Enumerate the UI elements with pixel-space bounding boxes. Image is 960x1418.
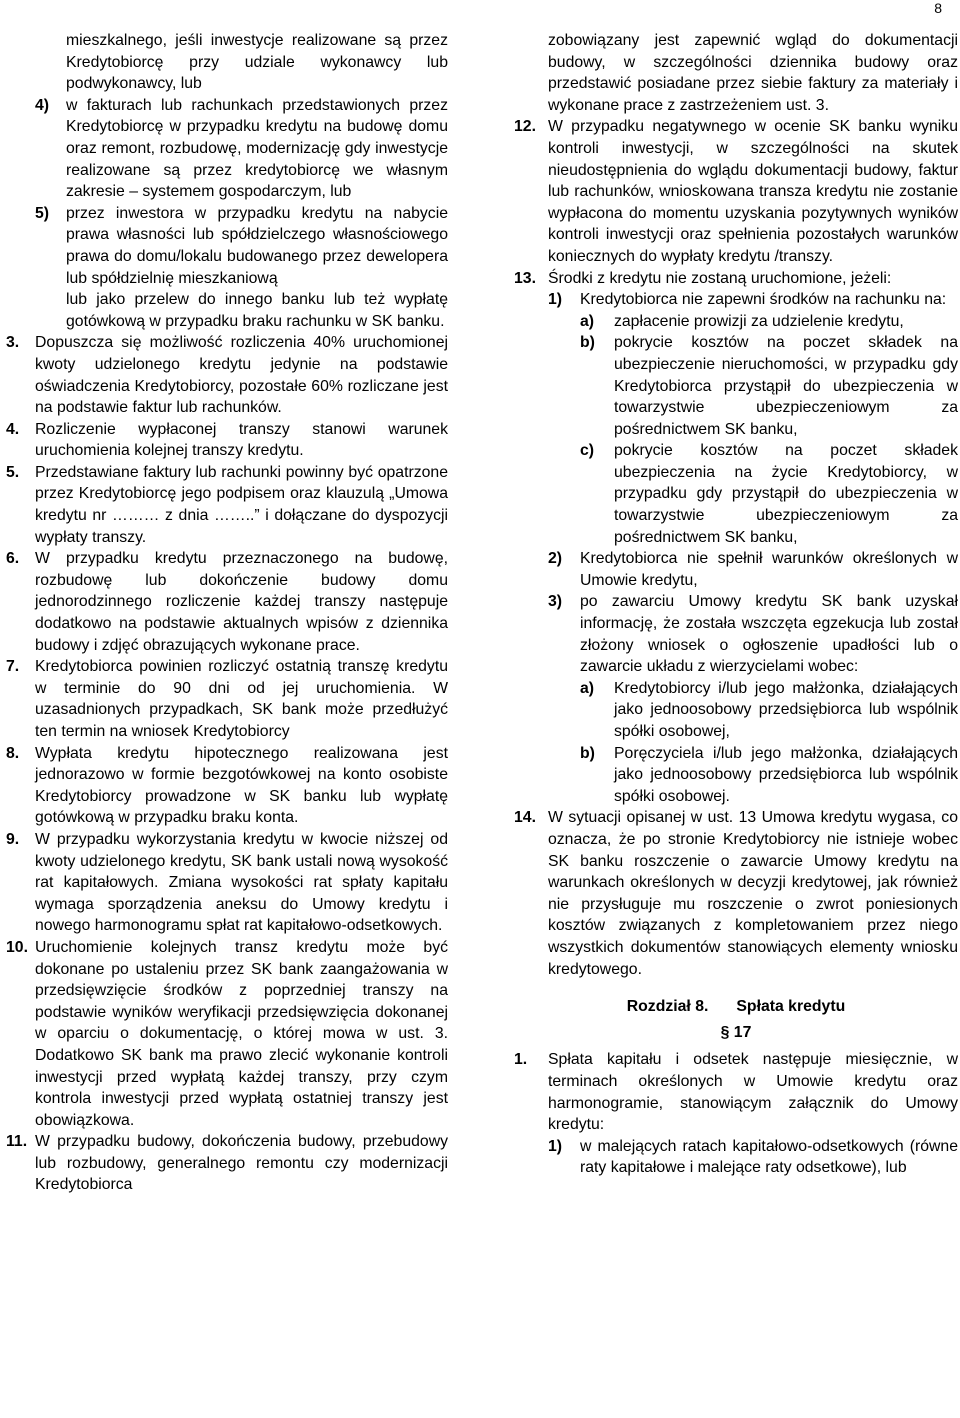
list-item-13-1-c	[580, 440, 958, 548]
item-text: w malejących ratach kapitałowo-odsetkowych (równe raty kapitałowe i malejące raty odsetkowe), lub	[580, 1137, 958, 1177]
paragraph-text: W przypadku wykorzystania kredytu w kwocie niższej od kwoty udzielonego kredytu, SK bank ustali nową wysokość rat kapitałowych. Zmiana wysokości rat spłaty kapitału wymaga sporządzenia aneksu do Umowy kredytu i nowego harmonogramu spłat rat kapitałowo-odsetkowych.	[35, 830, 448, 935]
item-text: przez inwestora w przypadku kredytu na nabycie prawa własności lub spółdzielczego własnościowego prawa do domu/lokalu budowanego przez dewelopera lub spółdzielnię mieszkaniową	[66, 204, 448, 287]
paragraph-3	[6, 332, 448, 418]
paragraph-number: 14.	[514, 809, 536, 827]
item-text: pokrycie kosztów na poczet składek ubezpieczenia na życie Kredytobiorcy, w przypadku gdy przystąpił do ubezpieczenia w towarzystwie ubezpieczeniowym za pośrednictwem SK banku,	[614, 442, 958, 546]
chapter-heading	[514, 996, 958, 1018]
paragraph-5	[6, 462, 448, 548]
item-number: 3)	[548, 593, 563, 611]
continued-text: lub jako przelew do innego banku lub też wypłatę gotówkową w przypadku braku rachunku w SK banku.	[66, 291, 448, 330]
paragraph-text: Przedstawiane faktury lub rachunki powinny być opatrzone przez Kredytobiorcę jego podpisem oraz klauzulą „Umowa kredytu nr ……… z dnia ……..” i dołączane do dyspozycji wypłaty transzy.	[35, 463, 448, 546]
paragraph-number: 7.	[6, 658, 20, 676]
list-item-5	[35, 203, 448, 289]
paragraph-number: 5.	[6, 463, 20, 481]
paragraph-number: 6.	[6, 550, 20, 568]
paragraph-number: 9.	[6, 830, 20, 848]
paragraph-13	[514, 268, 958, 290]
section-17-item-1-1	[548, 1136, 958, 1179]
item-letter: b)	[580, 744, 595, 762]
item-text: Kredytobiorcy i/lub jego małżonka, działających jako jednoosobowy przedsiębiorca lub wspólnik spółki osobowej,	[614, 679, 958, 740]
list-item-4	[35, 95, 448, 203]
right-column	[514, 30, 958, 1179]
paragraph-number: 3.	[6, 334, 20, 352]
paragraph-14	[514, 807, 958, 980]
item-text: zapłacenie prowizji za udzielenie kredytu,	[614, 312, 904, 330]
item-number: 1)	[548, 1137, 563, 1155]
item-text: Kredytobiorca nie spełnił warunków określonych w Umowie kredytu,	[580, 550, 958, 589]
paragraph-number: 8.	[6, 744, 20, 762]
paragraph-8	[6, 743, 448, 829]
page-number: 8	[934, 0, 942, 16]
item-number: 4)	[35, 96, 50, 114]
item-number: 2)	[548, 550, 563, 568]
paragraph-9	[6, 829, 448, 937]
paragraph-number: 4.	[6, 420, 20, 438]
paragraph-text: Środki z kredytu nie zostaną uruchomione, jeżeli:	[548, 269, 892, 287]
paragraph-number: 13.	[514, 269, 536, 287]
paragraph-text: W przypadku kredytu przeznaczonego na budowę, rozbudowę lub dokończenie budowy domu jednorodzinnego rozliczenie każdej transzy następuje dodatkowo na podstawie aktualnych wpisów z dziennika budowy i zdjęć obrazujących wykonane prace.	[35, 550, 448, 654]
paragraph-text: W sytuacji opisanej w ust. 13 Umowa kredytu wygasa, co oznacza, że po stronie Kredytobiorcy nie istnieje wobec SK banku roszczenie o zawarcie Umowy kredytu na warunkach określonych w decyzji kredytowej, jak również nie przysługuje mu roszczenie o zwrot poniesionych kosztów związanych z kompletowaniem przez niego wszystkich dokumentów stanowiących elementy wniosku kredytowego.	[548, 809, 958, 978]
paragraph-11	[6, 1131, 448, 1196]
paragraph-text: Kredytobiorca powinien rozliczyć ostatnią transzę kredytu w terminie do 90 dni od jej uruchomienia. W uzasadnionych przypadkach, SK bank może przedłużyć ten termin na wniosek Kredytobiorcy	[35, 658, 448, 740]
left-column	[6, 30, 448, 1196]
list-item-13-3	[548, 591, 958, 677]
paragraph-text: Spłata kapitału i odsetek następuje miesięcznie, w terminach określonych w Umowie kredytu oraz harmonogramie, stanowiącym załącznik do Umowy kredytu:	[548, 1051, 958, 1134]
section-mark: § 17	[720, 1023, 752, 1041]
paragraph-10	[6, 937, 448, 1131]
item-text: Kredytobiorca nie zapewni środków na rachunku na:	[580, 291, 947, 309]
list-item-13-3-a	[580, 678, 958, 743]
paragraph-text: W przypadku negatywnego w ocenie SK banku wyniku kontroli inwestycji, w szczególności na skutek nieudostępnienia do wglądu dokumentacji budowy, faktur lub rachunków, wnioskowana transza kredytu nie zostanie wypłacona do momentu uzyskania pozytywnych wyników kontroli inwestycji oraz spełnienia pozostałych warunków koniecznych do wypłaty kredytu /transzy.	[548, 118, 958, 265]
paragraph-number: 11.	[6, 1133, 28, 1151]
continued-text: zobowiązany jest zapewnić wgląd do dokumentacji budowy, w szczególności dziennika budowy oraz przedstawić posiadane przez siebie faktury za materiały i wykonane prace z zastrzeżeniem ust. 3.	[548, 32, 958, 114]
continued-text: mieszkalnego, jeśli inwestycje realizowane są przez Kredytobiorcę przy udziale wykonawcy lub podwykonawcy, lub	[66, 32, 448, 93]
paragraph-number: 10.	[6, 938, 28, 956]
list-item-13-2	[548, 548, 958, 591]
chapter-title: Spłata kredytu	[736, 998, 846, 1016]
list-item-13-1-b	[580, 332, 958, 440]
paragraph-12	[514, 116, 958, 267]
list-item-13-1	[548, 289, 958, 311]
paragraph-text: Rozliczenie wypłaconej transzy stanowi warunek uruchomienia kolejnej transzy kredytu.	[35, 420, 448, 460]
paragraph-4	[6, 419, 448, 462]
item-letter: a)	[580, 312, 595, 330]
list-item-13-3-b	[580, 743, 958, 808]
item-number: 1)	[548, 291, 563, 309]
item-text: pokrycie kosztów na poczet składek na ubezpieczenie nieruchomości, w przypadku gdy Kredytobiorca przystąpił do ubezpieczenia w towarzystwie ubezpieczeniowym za pośrednictwem SK banku,	[614, 334, 958, 438]
list-item-13-1-a	[580, 311, 958, 333]
paragraph-text: Uruchomienie kolejnych transz kredytu może być dokonane po ustaleniu przez SK bank zaangażowania w przedsięwzięcie środków z poprzedniej transzy na podstawie wyników weryfikacji przedsięwzięcia dokonanej w oparciu o dokumentację, o której mowa w ust. 3. Dodatkowo SK bank ma prawo zlecić wykonanie kontroli inwestycji przed wypłatą każdej transzy, przy czym kontrola inwestycji przed wypłatą ostatniej transzy jest obowiązkowa.	[35, 938, 448, 1129]
paragraph-text: Dopuszcza się możliwość rozliczenia 40% uruchomionej kwoty udzielonego kredytu jedynie na podstawie oświadczenia Kredytobiorcy, pozostałe 60% rozliczane jest na podstawie faktur lub rachunków.	[35, 334, 448, 417]
paragraph-number: 1.	[514, 1051, 528, 1069]
item-text: Poręczyciela i/lub jego małżonka, działających jako jednoosobowy przedsiębiorca lub wspólnik spółki osobowej.	[614, 744, 958, 805]
paragraph-7	[6, 656, 448, 742]
item-letter: a)	[580, 679, 595, 697]
item-text: w fakturach lub rachunkach przedstawionych przez Kredytobiorcę w przypadku kredytu na budowę domu oraz remont, rozbudowę, modernizację gdy inwestycje realizowane są przez kredytobiorcę we własnym zakresie – systemem gospodarczym, lub	[66, 96, 448, 201]
paragraph-text: Wypłata kredytu hipotecznego realizowana jest jednorazowo w formie bezgotówkowej na konto osobiste Kredytobiorcy prowadzone w SK banku lub wypłatę gotówkową w przypadku braku konta.	[35, 744, 448, 827]
item-letter: b)	[580, 334, 595, 352]
paragraph-6	[6, 548, 448, 656]
item-number: 5)	[35, 204, 50, 222]
chapter-label: Rozdział 8.	[626, 998, 709, 1016]
section-17-item-1	[514, 1049, 958, 1135]
item-letter: c)	[580, 442, 595, 460]
paragraph-number: 12.	[514, 118, 536, 136]
paragraph-text: W przypadku budowy, dokończenia budowy, przebudowy lub rozbudowy, generalnego remontu czy modernizacji Kredytobiorca	[35, 1133, 448, 1194]
item-text: po zawarciu Umowy kredytu SK bank uzyskał informację, że została wszczęta egzekucja lub został złożony wniosek o ogłoszenie upadłości lub o zawarcie układu z wierzycielami wobec:	[580, 593, 958, 676]
